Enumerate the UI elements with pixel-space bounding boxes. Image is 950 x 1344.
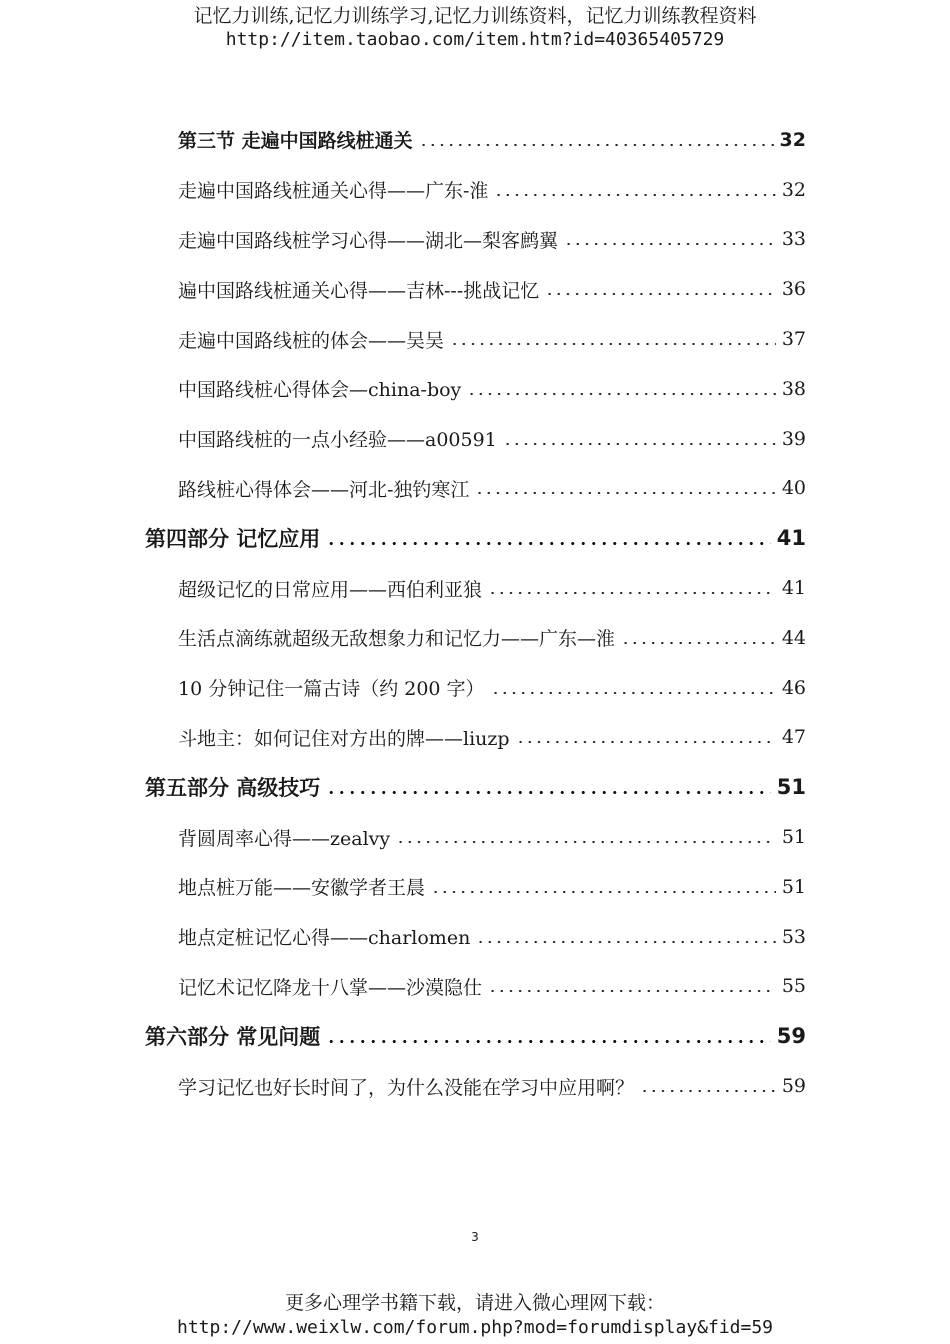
toc-entry[interactable]: [178, 812, 806, 862]
toc-entry-title: 地点定桩记忆心得——charlomen: [178, 927, 471, 950]
toc-dot-leader: [450, 343, 776, 345]
toc-entry-title: 走遍中国路线桩的体会——吴吴: [178, 329, 445, 352]
toc-section-heading[interactable]: [145, 513, 806, 563]
toc-entry-page: 32: [781, 178, 806, 201]
toc-entry-page: 39: [781, 427, 806, 450]
toc-entry-page: 41: [781, 577, 806, 600]
page-number: 3: [471, 1230, 479, 1244]
toc-entry-title: 路线桩心得体会——河北-独钓寒江: [178, 478, 470, 501]
toc-entry[interactable]: [178, 215, 806, 265]
toc-dot-leader: [476, 941, 776, 943]
toc-dot-leader: [419, 144, 774, 146]
toc-entry[interactable]: [178, 414, 806, 464]
toc-dot-leader: [545, 293, 776, 295]
toc-section-title: 第五部分 高级技巧: [145, 776, 321, 801]
toc-entry-page: 32: [779, 128, 806, 151]
toc-entry-title: 学习记忆也好长时间了，为什么没能在学习中应用啊？: [178, 1076, 635, 1099]
toc-entry[interactable]: [178, 1061, 806, 1111]
toc-dot-leader: [503, 443, 776, 445]
toc-dot-leader: [516, 741, 776, 743]
toc-entry-page: 44: [781, 626, 806, 649]
toc-entry-title: 斗地主：如何记住对方出的牌——liuzp: [178, 727, 510, 750]
header-url: http://item.taobao.com/item.htm?id=40365405729: [225, 29, 725, 50]
footer-text: 更多心理学书籍下载，请进入微心理网下载：: [284, 1292, 665, 1314]
toc-entry-page: 38: [781, 377, 806, 400]
toc-entry-title: 背圆周率心得——zealvy: [178, 827, 391, 850]
toc-entry-title: 中国路线桩心得体会—china-boy: [178, 379, 462, 402]
toc-section-page: 51: [776, 775, 806, 800]
toc-entry-page: 53: [781, 925, 806, 948]
toc-dot-leader: [431, 891, 776, 893]
toc-entry-title: 遍中国路线桩通关心得——吉林---挑战记忆: [178, 279, 540, 302]
toc-entry[interactable]: [178, 314, 806, 364]
footer-url: http://www.weixlw.com/forum.php?mod=forumdisplay&fid=59: [176, 1317, 774, 1338]
toc-entry[interactable]: [178, 613, 806, 663]
toc-entry-page: 51: [781, 826, 806, 849]
toc-entry[interactable]: [178, 464, 806, 514]
toc-entry-page: 47: [781, 726, 806, 749]
toc-entry-title: 地点桩万能——安徽学者王晨: [178, 877, 426, 900]
toc-entry-title: 走遍中国路线桩通关心得——广东-淮: [178, 180, 489, 203]
toc-entry[interactable]: [178, 862, 806, 912]
toc-entry-title: 中国路线桩的一点小经验——a00591: [178, 429, 497, 452]
toc-section-heading[interactable]: [145, 1011, 806, 1061]
toc-section-title: 第四部分 记忆应用: [145, 527, 321, 552]
toc-section-title: 第六部分 常见问题: [145, 1025, 321, 1050]
toc-dot-leader: [488, 592, 776, 594]
toc-dot-leader: [621, 642, 776, 644]
toc-section-page: 59: [776, 1024, 806, 1049]
toc-entry-title: 走遍中国路线桩学习心得——湖北—梨客鹧翼: [178, 229, 559, 252]
table-of-contents: [0, 115, 950, 1111]
toc-entry-page: 51: [781, 875, 806, 898]
header-title: 记忆力训练,记忆力训练学习,记忆力训练资料，记忆力训练教程资料: [193, 5, 757, 27]
toc-dot-leader: [640, 1090, 776, 1092]
toc-entry[interactable]: [178, 563, 806, 613]
toc-entry-title: 记忆术记忆降龙十八掌——沙漠隐仕: [178, 976, 483, 999]
toc-entry[interactable]: [178, 962, 806, 1012]
toc-entry[interactable]: [178, 912, 806, 962]
page-footer: [0, 1291, 950, 1340]
toc-dot-leader: [326, 1040, 770, 1043]
toc-entry-page: 46: [781, 676, 806, 699]
toc-dot-leader: [491, 692, 776, 694]
toc-dot-leader: [396, 841, 776, 843]
toc-entry-page: 59: [781, 1075, 806, 1098]
toc-entry-title: 生活点滴练就超级无敌想象力和记忆力——广东—淮: [178, 628, 616, 651]
toc-entry[interactable]: [178, 713, 806, 763]
toc-section-page: 41: [776, 526, 806, 551]
page-header: [0, 4, 950, 51]
toc-dot-leader: [494, 194, 775, 196]
toc-entry-page: 33: [781, 228, 806, 251]
toc-entry-title: 超级记忆的日常应用——西伯利亚狼: [178, 578, 483, 601]
toc-entry-page: 55: [781, 975, 806, 998]
toc-dot-leader: [326, 791, 770, 794]
toc-entry-title: 10 分钟记住一篇古诗（约 200 字）: [178, 678, 485, 701]
toc-dot-leader: [475, 492, 775, 494]
toc-entry-page: 40: [781, 477, 806, 500]
toc-entry[interactable]: [178, 264, 806, 314]
toc-entry[interactable]: [178, 364, 806, 414]
toc-entry-page: 36: [781, 278, 806, 301]
toc-dot-leader: [488, 990, 776, 992]
toc-entry[interactable]: [178, 663, 806, 713]
toc-dot-leader: [564, 243, 776, 245]
toc-dot-leader: [326, 542, 770, 545]
toc-section-heading[interactable]: [145, 762, 806, 812]
toc-dot-leader: [467, 393, 776, 395]
toc-entry-title: 第三节 走遍中国路线桩通关: [178, 130, 413, 153]
toc-entry-page: 37: [781, 328, 806, 351]
toc-entry[interactable]: [178, 115, 806, 165]
toc-entry[interactable]: [178, 165, 806, 215]
